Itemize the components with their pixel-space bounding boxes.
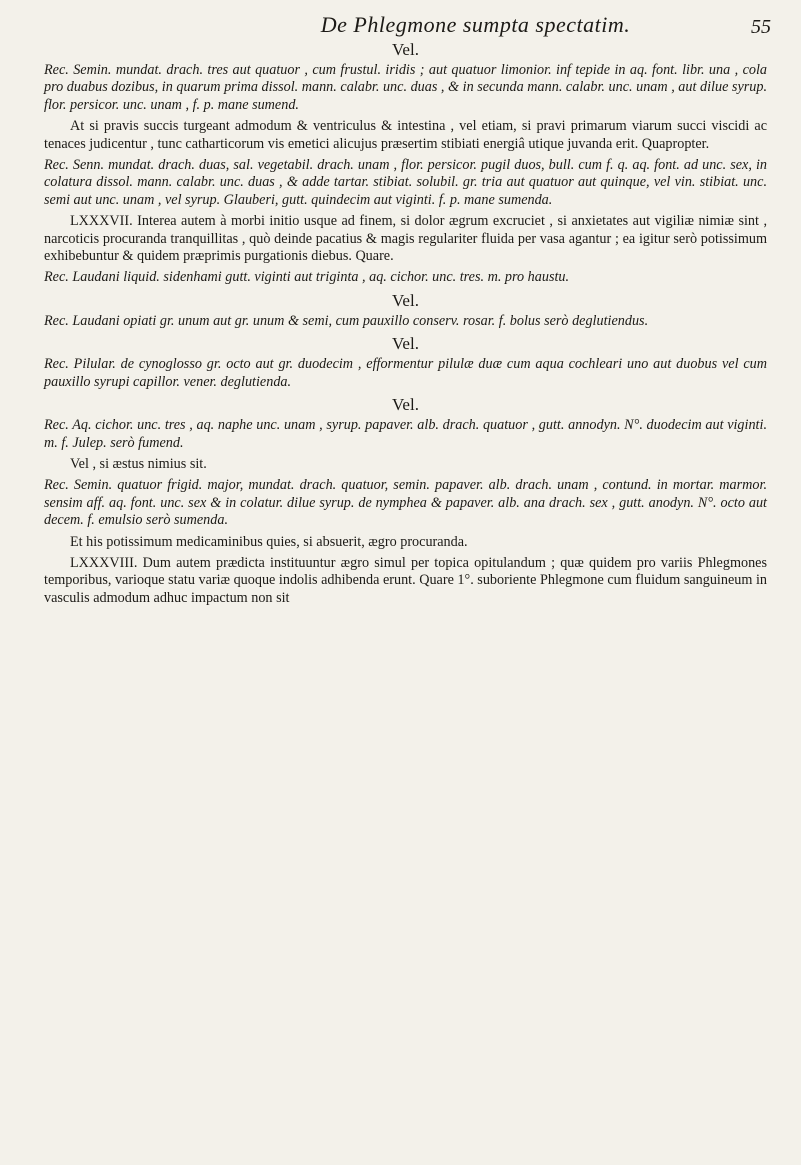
prescription: Rec. Aq. cichor. unc. tres , aq. naphe unc. unam , syrup. papaver. alb. drach. quatuor , gutt. annodyn. N°. duodecim aut viginti. m. f. Julep. serò fumend. [44,417,767,451]
prescription: Rec. Semin. mundat. drach. tres aut quatuor , cum frustul. iridis ; aut quatuor limonior. inf tepide in aq. font. libr. una , cola pro duabus dozibus, in quarum prima dissol. mann. calabr. unc. duas , & in secunda mann. calabr. unc. unam , aut dilue syrup. flor. persicor. unc. unam , f. p. mane sumend. [44,62,767,113]
alternative-marker: Vel. [392,40,419,59]
text-body [44,40,767,607]
paragraph: LXXXVII. Interea autem à morbi initio usque ad finem, si dolor ægrum excruciet , si anxietates aut vigiliæ nimiæ sint , narcoticis procuranda tranquillitas , quò deinde pacatius & magis regulariter fluida per vasa agantur ; ea igitur serò potissimum exhibebuntur & quidem præprimis purgationis diebus. Quare. [44,213,767,265]
prescription: Rec. Semin. quatuor frigid. major, mundat. drach. quatuor, semin. papaver. alb. drach. unam , contund. in mortar. marmor. sensim aff. aq. font. unc. sex & in colatur. dilue syrup. de nymphea & papaver. alb. ana drach. sex , gutt. anodyn. N°. octo aut decem. f. emulsio serò sumenda. [44,477,767,529]
alternative-marker: Vel. [392,395,419,415]
running-title: De Phlegmone sumpta spectatim. [320,12,631,37]
prescription: Rec. Senn. mundat. drach. duas, sal. vegetabil. drach. unam , flor. persicor. pugil duos, bull. cum f. q. aq. font. ad unc. sex, in colatura dissol. mann. calabr. unc. duas , & adde tartar. stibiat. solubil. gr. tria aut quatuor aut quinque, vel vin. stibiat. unc. semi aut unc. unam , vel syrup. Glauberi, gutt. quindecim aut viginti. f. p. mane sumenda. [44,157,767,208]
prescription: Rec. Laudani liquid. sidenhami gutt. viginti aut triginta , aq. cichor. unc. tres. m. pro haustu. [44,269,570,286]
paragraph: Vel , si æstus nimius sit. [70,455,207,472]
alternative-marker: Vel. [392,334,419,354]
page-number: 55 [751,16,771,38]
paragraph: At si pravis succis turgeant admodum & ventriculus & intestina , vel etiam, si pravi primarum viarum succi viscidi ac tenaces judicentur , tunc catharticorum vis emetici alicujus præsertim stibiati energiâ utique juvanda erit. Quapropter. [44,118,767,152]
paragraph: LXXXVIII. Dum autem prædicta instituuntur ægro simul per topica opitulandum ; quæ quidem pro variis Phlegmones temporibus, varioque statu variæ quoque indolis adhibenda erunt. Quare 1°. suboriente Phlegmone cum fluidum sanguineum in vasculis admodum adhuc impactum non sit [44,554,767,606]
paragraph: Et his potissimum medicaminibus quies, si absuerit, ægro procuranda. [70,533,468,550]
prescription: Rec. Pilular. de cynoglosso gr. octo aut gr. duodecim , efformentur pilulæ duæ cum aqua cochleari uno aut duobus vel cum pauxillo syrupi capillor. vener. deglutienda. [44,356,767,390]
alternative-marker: Vel. [392,290,419,310]
prescription: Rec. Laudani opiati gr. unum aut gr. unum & semi, cum pauxillo conserv. rosar. f. bolus serò deglutiendus. [44,312,649,329]
